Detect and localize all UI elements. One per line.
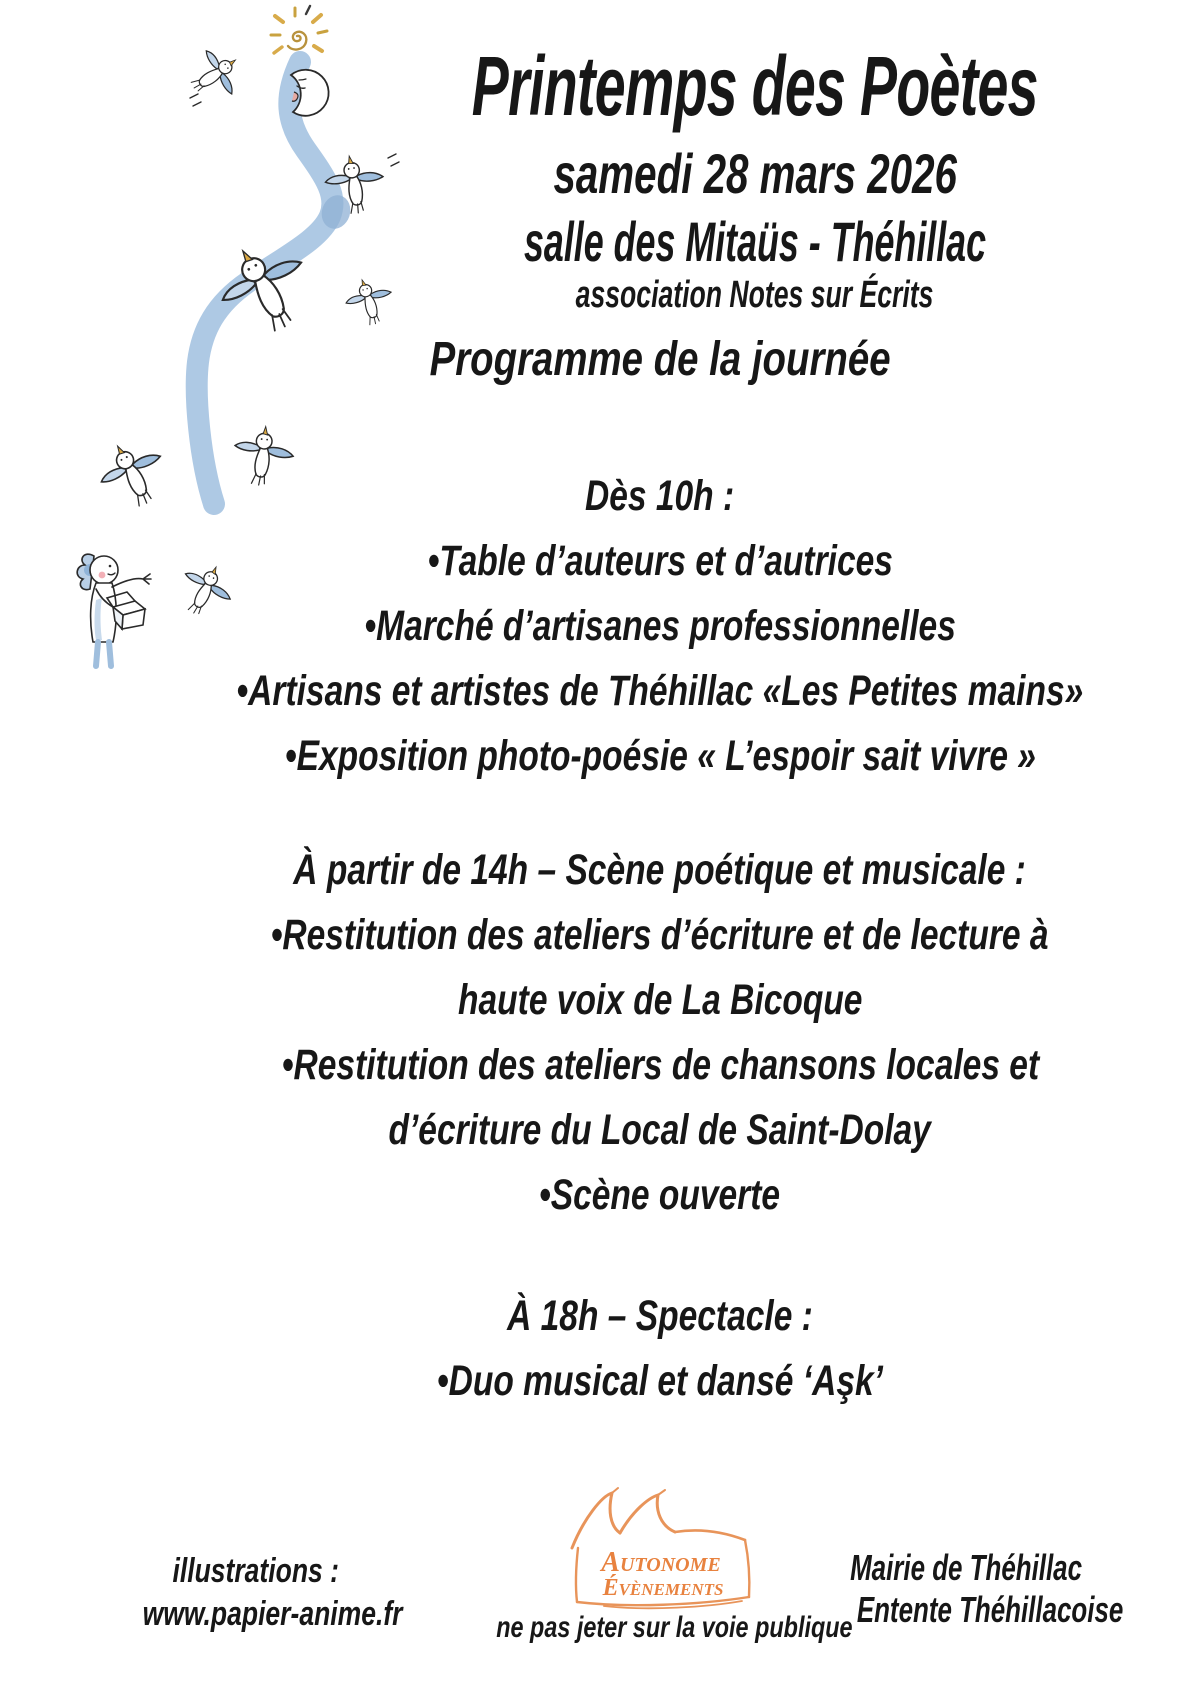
event-venue-row (300, 210, 1191, 273)
credit-mairie: Mairie de Théhillac (850, 1547, 1083, 1588)
program-section-14h (95, 838, 1191, 1228)
event-date-row (300, 142, 1191, 205)
program-item: •Scène ouverte (539, 1171, 781, 1219)
logo-word-evenements: Évènements (602, 1575, 724, 1601)
section-heading-14h: À partir de 14h – Scène poétique et musicale : (293, 846, 1027, 894)
autonome-evenements-logo (548, 1484, 778, 1616)
illustrations-credit-label: illustrations : (172, 1552, 340, 1590)
program-item: •Duo musical et dansé ‘Aşk’ (436, 1357, 884, 1405)
event-venue: salle des Mitaüs - Théhillac (523, 210, 987, 273)
program-section-10h (95, 464, 1191, 789)
program-item: •Restitution des ateliers d’écriture et de lecture à (271, 911, 1049, 959)
illustrations-credit (106, 1550, 406, 1636)
program-section-18h (95, 1284, 1191, 1414)
illustrations-credit-url: www.papier-anime.fr (142, 1595, 403, 1633)
program-item: •Artisans et artistes de Théhillac «Les Petites mains» (236, 667, 1084, 715)
program-item: •Exposition photo-poésie « L’espoir sait vivre » (284, 732, 1036, 780)
organizer-credits (805, 1547, 1124, 1631)
section-heading-18h: À 18h – Spectacle : (507, 1292, 813, 1340)
program-item: •Restitution des ateliers de chansons locales et (281, 1041, 1039, 1089)
section-heading-10h: Dès 10h : (585, 472, 735, 520)
event-date: samedi 28 mars 2026 (553, 142, 957, 205)
event-association: association Notes sur Écrits (576, 274, 934, 316)
credit-entente: Entente Théhillacoise (856, 1589, 1124, 1630)
disposal-notice-row (446, 1610, 853, 1646)
event-association-row (300, 276, 1191, 314)
disposal-notice: ne pas jeter sur la voie publique (496, 1611, 853, 1644)
event-title: Printemps des Poètes (471, 39, 1039, 133)
program-heading-row (95, 334, 1191, 387)
event-title-row (300, 39, 1191, 133)
program-heading: Programme de la journée (429, 333, 891, 386)
program-item: d’écriture du Local de Saint-Dolay (388, 1106, 932, 1154)
program-item: haute voix de La Bicoque (457, 976, 863, 1024)
program-item: •Marché d’artisanes professionnelles (364, 602, 956, 650)
bird-icon (181, 40, 251, 110)
logo-word-autonome: Autonome (601, 1547, 721, 1578)
program-item: •Table d’auteurs et d’autrices (427, 537, 893, 585)
